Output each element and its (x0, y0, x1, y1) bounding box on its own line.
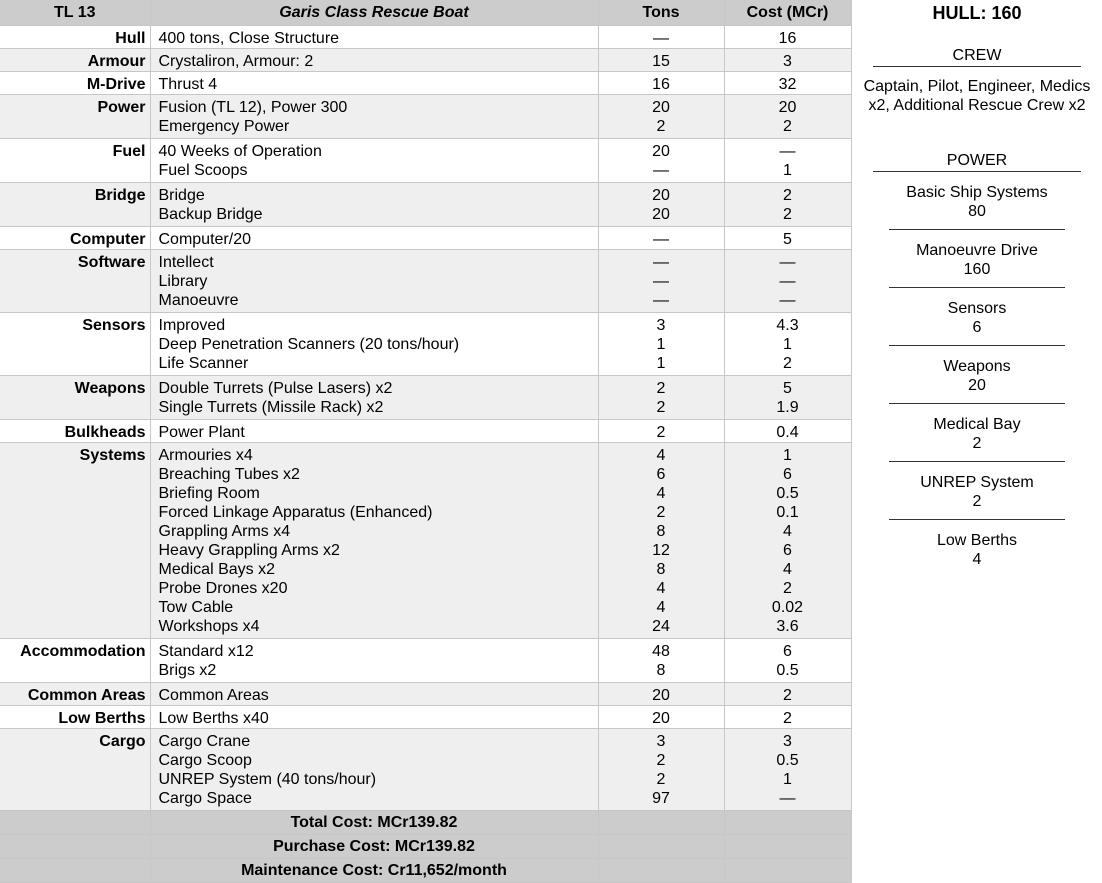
item-name: Briefing Room (158, 485, 260, 502)
section-label: Bridge (0, 183, 150, 227)
item-name: Brigs x2 (158, 662, 217, 679)
item-name: Grappling Arms x4 (158, 523, 291, 540)
cost-value: — (779, 254, 796, 271)
cost-cell (724, 49, 851, 72)
table-row (0, 683, 851, 706)
tons-value: 2 (656, 771, 666, 788)
power-item-label: UNREP System (920, 474, 1034, 491)
table-row (0, 227, 851, 250)
tons-cell (598, 729, 724, 811)
item-name: Fusion (TL 12), Power 300 (158, 99, 348, 116)
item-name: Tow Cable (158, 599, 234, 616)
tons-value: 2 (656, 380, 666, 397)
cost-value: 2 (783, 187, 792, 204)
cost-cell (724, 420, 851, 443)
item-name: Common Areas (158, 687, 269, 704)
item-name: UNREP System (40 tons/hour) (158, 771, 377, 788)
cost-cell (724, 139, 851, 183)
tons-value: 4 (656, 485, 666, 502)
item-name: Life Scanner (158, 355, 249, 372)
tons-cell (598, 49, 724, 72)
table-row (0, 139, 851, 183)
power-item-value: 6 (972, 319, 982, 336)
item-name: Cargo Scoop (158, 752, 252, 769)
cost-value: 4.3 (776, 317, 799, 334)
cost-value: 6 (783, 643, 792, 660)
tons-value: 2 (656, 399, 666, 416)
cost-cell (724, 72, 851, 95)
tons-value: 12 (652, 542, 670, 559)
power-list (852, 172, 1102, 577)
table-row (0, 443, 851, 639)
section-label: Software (0, 250, 150, 313)
section-label: M-Drive (0, 72, 150, 95)
item-name: Double Turrets (Pulse Lasers) x2 (158, 380, 393, 397)
tons-value: 4 (656, 447, 666, 464)
tons-value: 6 (656, 466, 666, 483)
item-name: Probe Drones x20 (158, 580, 288, 597)
crew-divider (873, 66, 1081, 67)
items-cell (150, 95, 598, 139)
cost-value: 5 (783, 231, 792, 248)
cost-cell (724, 227, 851, 250)
items-cell (150, 49, 598, 72)
item-name: Breaching Tubes x2 (158, 466, 300, 483)
tons-header: Tons (598, 0, 724, 26)
item-name: Deep Penetration Scanners (20 tons/hour) (158, 336, 460, 353)
item-name: Improved (158, 317, 226, 334)
item-name: Thrust 4 (158, 76, 218, 93)
cost-value: 20 (778, 99, 797, 116)
items-cell (150, 183, 598, 227)
items-cell (150, 706, 598, 729)
tons-cell (598, 95, 724, 139)
item-name: Forced Linkage Apparatus (Enhanced) (158, 504, 433, 521)
item-name: Low Berths x40 (158, 710, 269, 727)
cost-value: 4 (783, 523, 792, 540)
power-item-value: 160 (963, 261, 991, 278)
power-item-value: 2 (972, 493, 982, 510)
cost-value: 16 (778, 30, 797, 47)
cost-value: 32 (778, 76, 797, 93)
tons-cell (598, 420, 724, 443)
cost-value: 6 (783, 466, 792, 483)
cost-value: 3.6 (776, 618, 799, 635)
section-label: Bulkheads (0, 420, 150, 443)
purchase-cost: Purchase Cost: MCr139.82 (150, 835, 598, 859)
cost-value: 2 (783, 355, 792, 372)
tons-value: 16 (652, 76, 670, 93)
cost-value: 0.02 (771, 599, 804, 616)
power-item-value: 80 (968, 203, 986, 220)
tons-cell (598, 183, 724, 227)
cost-cell (724, 250, 851, 313)
cost-value: 4 (783, 561, 792, 578)
cost-value: 1 (783, 162, 792, 179)
tons-value: 8 (656, 523, 666, 540)
cost-value: 5 (783, 380, 792, 397)
items-cell (150, 313, 598, 376)
tons-value: 2 (656, 504, 666, 521)
cost-value: 2 (783, 687, 792, 704)
section-label: Low Berths (0, 706, 150, 729)
item-name: Medical Bays x2 (158, 561, 275, 578)
tons-cell (598, 72, 724, 95)
power-heading: POWER (946, 152, 1008, 169)
cost-value: 3 (783, 53, 792, 70)
tons-value: 4 (656, 580, 666, 597)
tons-value: 48 (652, 643, 670, 660)
item-name: Workshops x4 (158, 618, 260, 635)
tons-value: 20 (652, 187, 670, 204)
cost-cell (724, 443, 851, 639)
tons-value: — (653, 162, 669, 179)
power-item (889, 172, 1065, 230)
cost-value: — (779, 273, 796, 290)
tons-value: 20 (652, 143, 670, 160)
cost-cell (724, 26, 851, 49)
maintenance-cost: Maintenance Cost: Cr11,652/month (150, 859, 598, 883)
tons-value: 20 (652, 99, 670, 116)
cost-value: 6 (783, 542, 792, 559)
tons-cell (598, 139, 724, 183)
total-cost-row (0, 811, 851, 835)
power-item-label: Basic Ship Systems (906, 184, 1048, 201)
cost-value: 2 (783, 206, 792, 223)
power-item (889, 404, 1065, 462)
table-row (0, 706, 851, 729)
cost-header: Cost (MCr) (724, 0, 851, 26)
tons-cell (598, 250, 724, 313)
table-row (0, 49, 851, 72)
section-label: Common Areas (0, 683, 150, 706)
item-name: Cargo Space (158, 790, 252, 807)
tons-value: 1 (656, 355, 666, 372)
power-item (889, 462, 1065, 520)
item-name: Intellect (158, 254, 214, 271)
power-item (889, 288, 1065, 346)
section-label: Computer (0, 227, 150, 250)
tons-value: 2 (656, 752, 666, 769)
power-item-value: 4 (972, 551, 982, 568)
section-label: Sensors (0, 313, 150, 376)
items-cell (150, 26, 598, 49)
cost-value: 1 (783, 771, 792, 788)
cost-cell (724, 376, 851, 420)
table-row (0, 26, 851, 49)
item-name: Backup Bridge (158, 206, 263, 223)
tons-cell (598, 706, 724, 729)
power-item-value: 20 (968, 377, 986, 394)
power-item-label: Medical Bay (933, 416, 1021, 433)
section-label: Hull (0, 26, 150, 49)
table-row (0, 376, 851, 420)
section-label: Accommodation (0, 639, 150, 683)
tons-value: 2 (656, 118, 666, 135)
cost-value: — (779, 143, 796, 160)
cost-value: 3 (783, 733, 792, 750)
item-name: Heavy Grappling Arms x2 (158, 542, 340, 559)
items-cell (150, 729, 598, 811)
table-row (0, 313, 851, 376)
items-cell (150, 139, 598, 183)
cost-cell (724, 183, 851, 227)
item-name: Cargo Crane (158, 733, 251, 750)
tons-cell (598, 227, 724, 250)
item-name: Manoeuvre (158, 292, 239, 309)
cost-cell (724, 729, 851, 811)
power-item-label: Weapons (943, 358, 1011, 375)
crew-list: Captain, Pilot, Engineer, Medics x2, Additional Rescue Crew x2 (863, 78, 1091, 114)
tons-value: 20 (652, 206, 670, 223)
item-name: Fuel Scoops (158, 162, 248, 179)
power-item (889, 230, 1065, 288)
tech-level-header: TL 13 (0, 0, 150, 26)
table-body (0, 26, 851, 811)
cost-value: — (779, 790, 796, 807)
side-panel (852, 0, 1102, 577)
tons-value: 1 (656, 336, 666, 353)
tons-value: 2 (656, 424, 666, 441)
table-row (0, 95, 851, 139)
tons-value: 4 (656, 599, 666, 616)
tons-value: — (653, 292, 669, 309)
power-item (889, 346, 1065, 404)
items-cell (150, 227, 598, 250)
tons-value: 20 (652, 710, 670, 727)
tons-cell (598, 683, 724, 706)
section-label: Cargo (0, 729, 150, 811)
section-label: Weapons (0, 376, 150, 420)
tons-value: — (653, 30, 669, 47)
cost-value: 0.5 (776, 662, 799, 679)
table-row (0, 250, 851, 313)
tons-value: 15 (652, 53, 670, 70)
cost-cell (724, 706, 851, 729)
items-cell (150, 376, 598, 420)
power-item-label: Sensors (947, 300, 1007, 317)
power-item-value: 2 (972, 435, 982, 452)
item-name: 40 Weeks of Operation (158, 143, 322, 160)
power-item-label: Manoeuvre Drive (916, 242, 1038, 259)
cost-cell (724, 95, 851, 139)
tons-cell (598, 639, 724, 683)
table-row (0, 183, 851, 227)
section-label: Systems (0, 443, 150, 639)
power-item-label: Low Berths (936, 532, 1018, 549)
items-cell (150, 420, 598, 443)
total-cost: Total Cost: MCr139.82 (150, 811, 598, 835)
section-label: Power (0, 95, 150, 139)
cost-value: 0.1 (776, 504, 799, 521)
crew-heading: CREW (952, 47, 1002, 64)
cost-cell (724, 683, 851, 706)
tons-cell (598, 313, 724, 376)
items-cell (150, 72, 598, 95)
cost-value: 2 (783, 710, 792, 727)
ship-name-header: Garis Class Rescue Boat (150, 0, 598, 26)
tons-value: 3 (656, 317, 666, 334)
tons-cell (598, 443, 724, 639)
items-cell (150, 443, 598, 639)
maintenance-cost-row (0, 859, 851, 883)
cost-value: 0.4 (776, 424, 799, 441)
item-name: Crystaliron, Armour: 2 (158, 53, 314, 70)
cost-value: 2 (783, 580, 792, 597)
item-name: Library (158, 273, 208, 290)
item-name: Standard x12 (158, 643, 254, 660)
tons-cell (598, 26, 724, 49)
section-label: Fuel (0, 139, 150, 183)
tons-value: 24 (652, 618, 670, 635)
items-cell (150, 683, 598, 706)
item-name: Armouries x4 (158, 447, 253, 464)
table-header-row (0, 0, 851, 26)
table-row (0, 420, 851, 443)
tons-value: 8 (656, 561, 666, 578)
tons-value: 20 (652, 687, 670, 704)
cost-value: 0.5 (776, 485, 799, 502)
cost-value: 0.5 (776, 752, 799, 769)
tons-cell (598, 376, 724, 420)
purchase-cost-row (0, 835, 851, 859)
item-name: Emergency Power (158, 118, 290, 135)
tons-value: 8 (656, 662, 666, 679)
cost-cell (724, 639, 851, 683)
item-name: Power Plant (158, 424, 245, 441)
tons-value: 3 (656, 733, 666, 750)
table-row (0, 72, 851, 95)
power-item (889, 520, 1065, 577)
cost-value: 2 (783, 118, 792, 135)
cost-cell (724, 313, 851, 376)
section-label: Armour (0, 49, 150, 72)
cost-value: 1.9 (776, 399, 799, 416)
table-row (0, 729, 851, 811)
table-row (0, 639, 851, 683)
item-name: Single Turrets (Missile Rack) x2 (158, 399, 384, 416)
tons-value: — (653, 273, 669, 290)
items-cell (150, 639, 598, 683)
item-name: Computer/20 (158, 231, 251, 248)
item-name: 400 tons, Close Structure (158, 30, 340, 47)
items-cell (150, 250, 598, 313)
hull-points: HULL: 160 (932, 3, 1022, 23)
cost-value: 1 (783, 447, 792, 464)
cost-value: 1 (783, 336, 792, 353)
tons-value: — (653, 254, 669, 271)
cost-value: — (779, 292, 796, 309)
item-name: Bridge (158, 187, 205, 204)
tons-value: — (653, 231, 669, 248)
tons-value: 97 (652, 790, 670, 807)
